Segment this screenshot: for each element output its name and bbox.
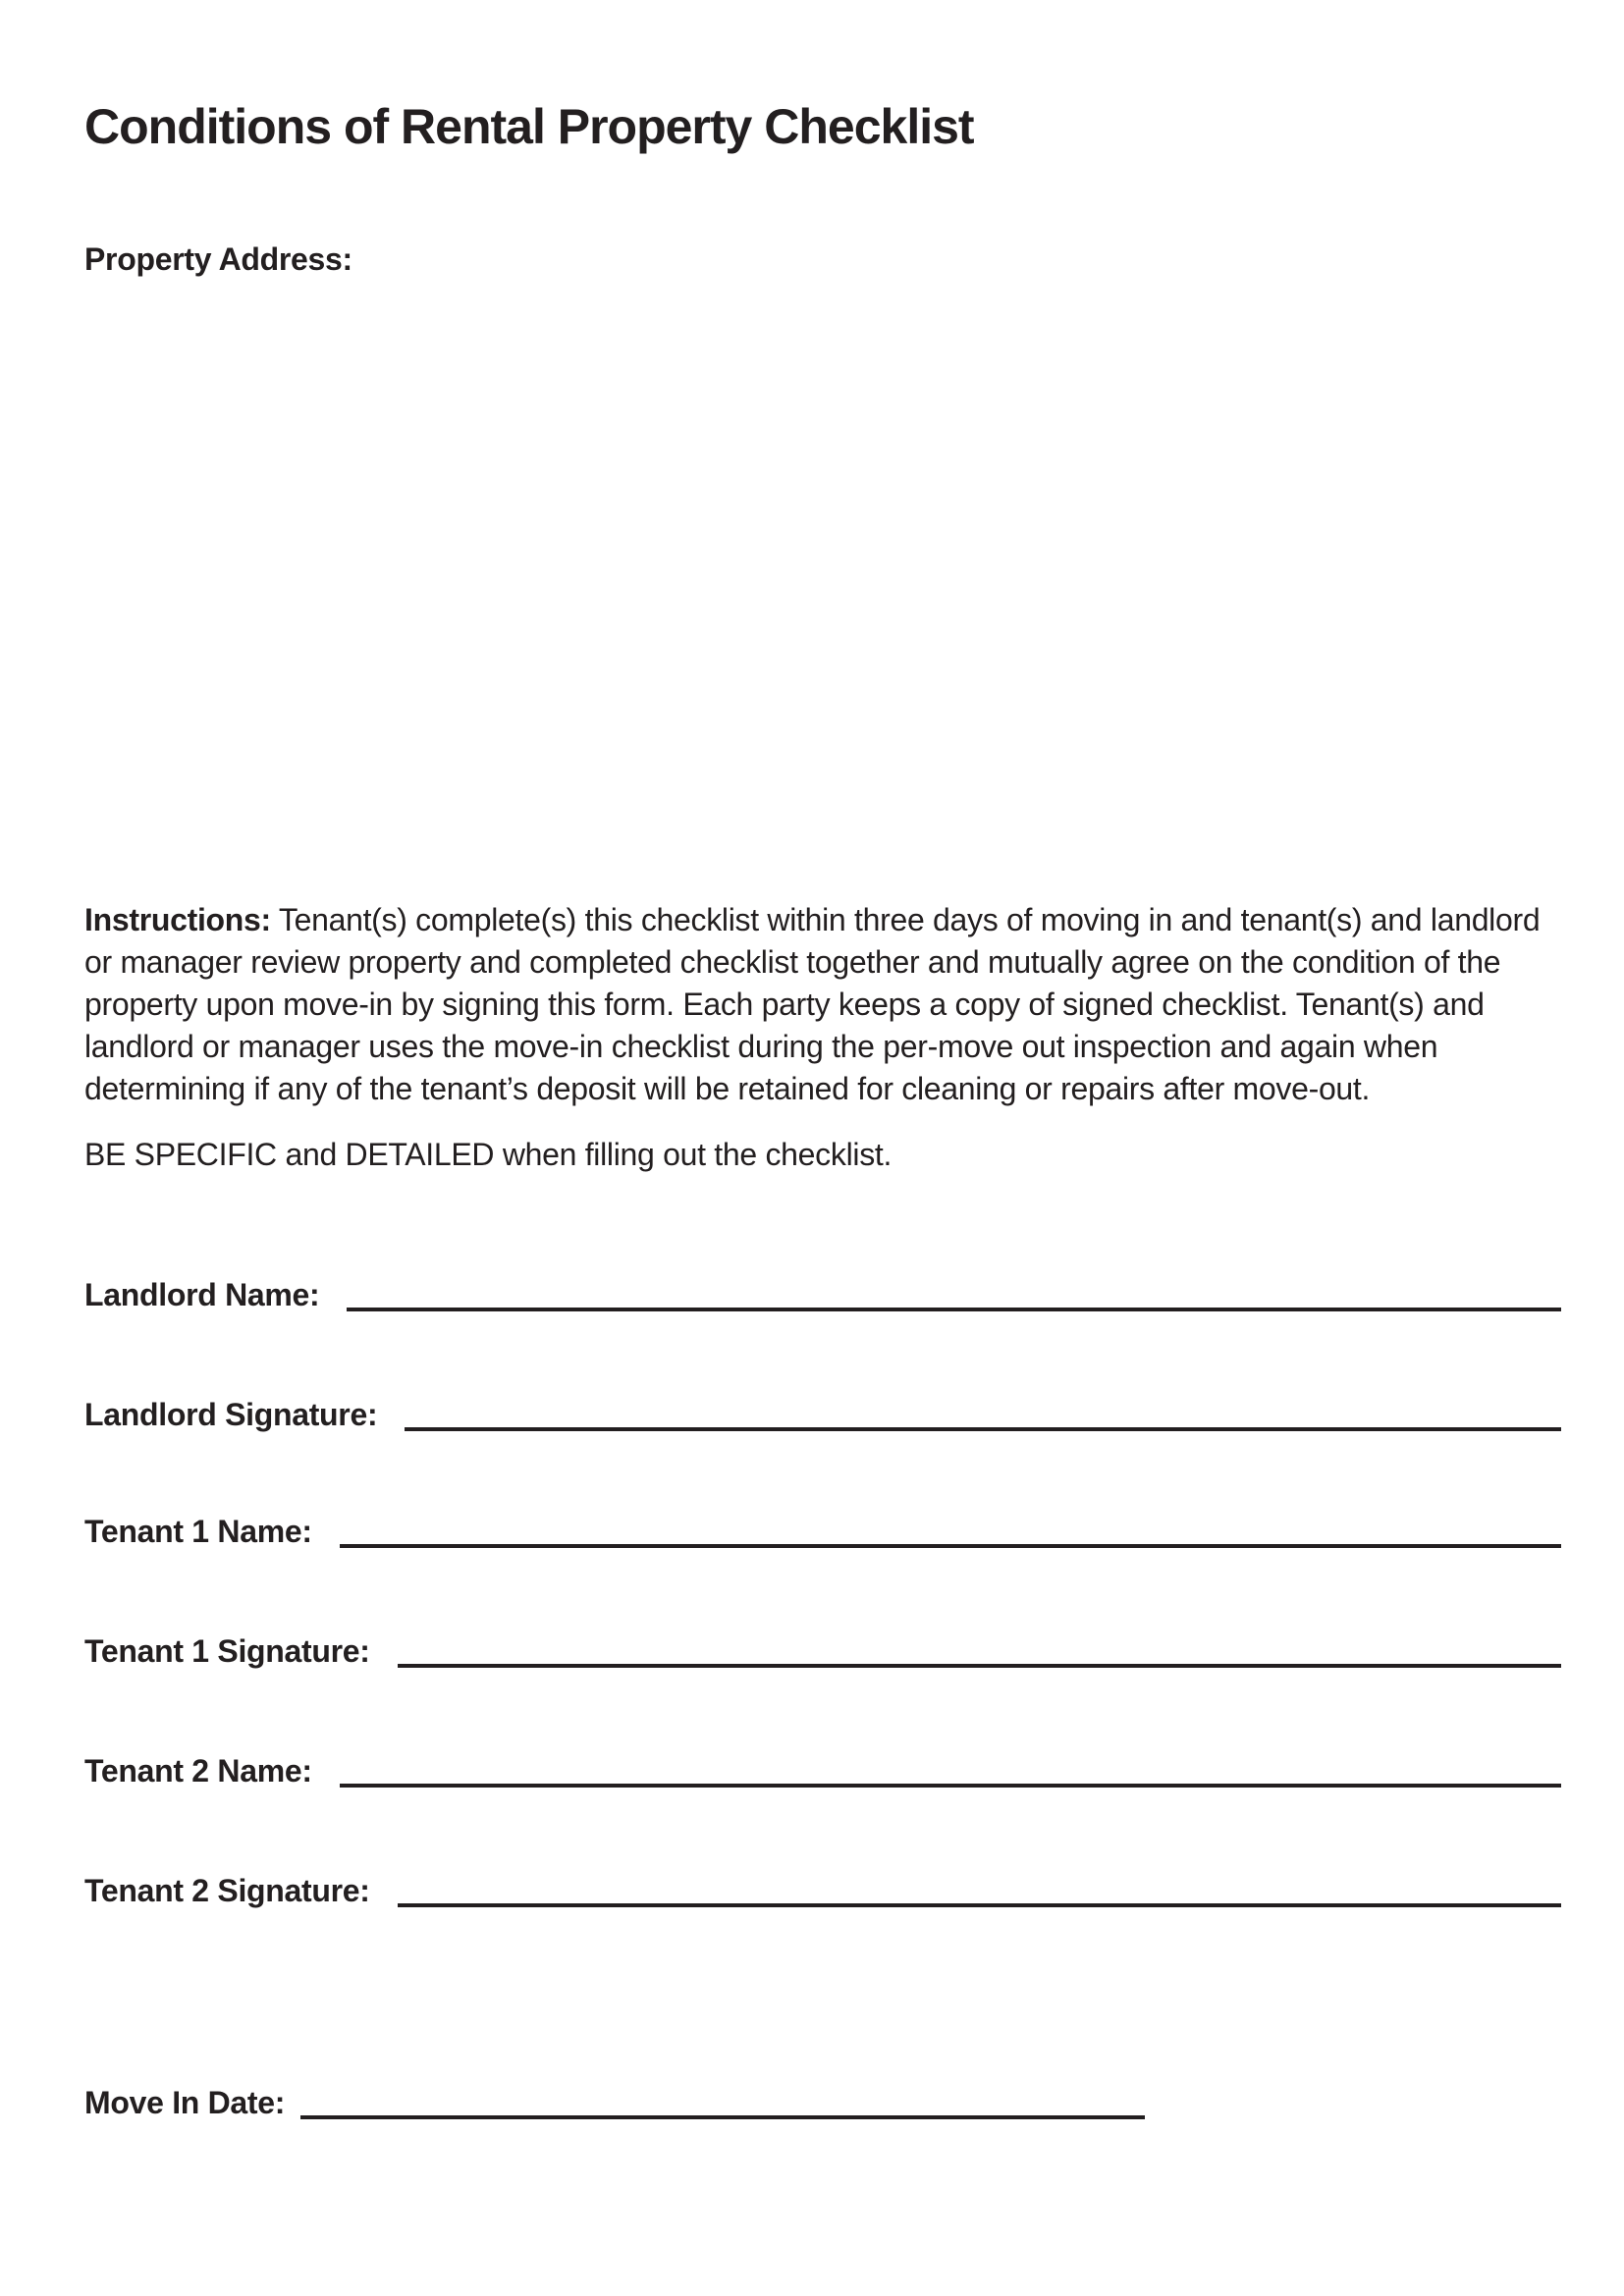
- landlord-signature-label: Landlord Signature:: [84, 1397, 378, 1432]
- tenant-2-signature-label: Tenant 2 Signature:: [84, 1873, 370, 1908]
- landlord-name-blank-line: [347, 1308, 1561, 1311]
- tenant-1-signature-row: [84, 1630, 1561, 1672]
- move-in-date-label: Move In Date:: [84, 2085, 286, 2120]
- tenant-2-name-row: [84, 1750, 1561, 1791]
- move-in-date-blank-line: [300, 2115, 1145, 2119]
- tenant-1-name-blank-line: [340, 1544, 1561, 1548]
- tenant-1-signature-label: Tenant 1 Signature:: [84, 1633, 370, 1669]
- move-in-date-row: [84, 2082, 1145, 2123]
- landlord-signature-row: [84, 1394, 1561, 1435]
- tenant-2-name-blank-line: [340, 1784, 1561, 1788]
- tenant-2-signature-row: [84, 1870, 1561, 1911]
- be-specific-note: BE SPECIFIC and DETAILED when filling out the checklist.: [84, 1137, 893, 1172]
- tenant-1-signature-blank-line: [398, 1664, 1561, 1668]
- landlord-name-label: Landlord Name:: [84, 1277, 320, 1312]
- instructions-paragraph: [84, 899, 1569, 1110]
- landlord-name-row: [84, 1274, 1561, 1315]
- tenant-2-name-label: Tenant 2 Name:: [84, 1753, 312, 1789]
- property-address-label: Property Address:: [84, 241, 352, 277]
- landlord-signature-blank-line: [405, 1427, 1561, 1431]
- instructions-text: Tenant(s) complete(s) this checklist within three days of moving in and tenant(s) and landlord or manager review property and completed checklist together and mutually agree on the condition of the property upon move-in by signing this form. Each party keeps a copy of signed checklist. Tenant(s) and landlord or manager uses the move-in checklist during the per-move out inspection and again when determining if any of the tenant’s deposit will be retained for cleaning or repairs after move-out.: [84, 902, 1541, 1106]
- instructions-label: Instructions:: [84, 902, 271, 937]
- tenant-1-name-row: [84, 1511, 1561, 1552]
- page-title: Conditions of Rental Property Checklist: [84, 99, 974, 154]
- tenant-1-name-label: Tenant 1 Name:: [84, 1514, 312, 1549]
- tenant-2-signature-blank-line: [398, 1903, 1561, 1907]
